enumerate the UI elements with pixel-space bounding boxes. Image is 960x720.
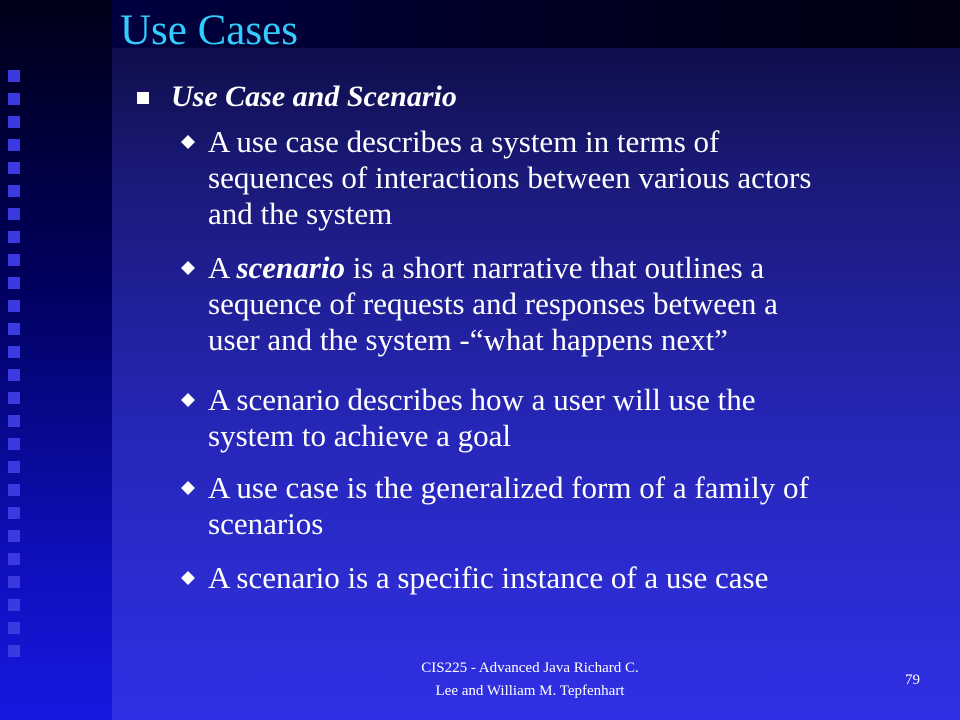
emphasis-scenario: scenario bbox=[236, 250, 345, 285]
text-line: user and the system -“what happens next” bbox=[208, 322, 728, 357]
left-decorative-band bbox=[0, 0, 112, 720]
decorative-square bbox=[8, 70, 20, 82]
sub-bullet-item bbox=[180, 250, 940, 358]
diamond-bullet-icon bbox=[180, 134, 196, 150]
text-run: A bbox=[208, 250, 237, 285]
decorative-square bbox=[8, 277, 20, 289]
decorative-square bbox=[8, 369, 20, 381]
decorative-square bbox=[8, 461, 20, 473]
main-bullet bbox=[137, 80, 457, 114]
text-line: system to achieve a goal bbox=[208, 418, 512, 453]
decorative-square bbox=[8, 93, 20, 105]
text-line: sequences of interactions between various actors bbox=[208, 160, 812, 195]
footer-line: CIS225 - Advanced Java Richard C. bbox=[421, 660, 639, 676]
sub-bullet-text bbox=[208, 382, 756, 454]
decorative-square bbox=[8, 576, 20, 588]
text-line: and the system bbox=[208, 196, 393, 231]
text-line: A use case describes a system in terms of bbox=[208, 124, 720, 159]
decorative-square bbox=[8, 323, 20, 335]
main-bullet-text: Use Case and Scenario bbox=[171, 80, 457, 113]
text-line: A scenario is a specific instance of a use case bbox=[208, 560, 769, 595]
decorative-square bbox=[8, 185, 20, 197]
decorative-square bbox=[8, 162, 20, 174]
sub-bullet-text bbox=[208, 124, 811, 232]
diamond-bullet-icon bbox=[180, 260, 196, 276]
text-line bbox=[208, 250, 778, 286]
sub-bullet-item bbox=[180, 124, 940, 232]
sub-bullet-item bbox=[180, 470, 940, 542]
decorative-square bbox=[8, 139, 20, 151]
footer-text bbox=[340, 657, 720, 703]
decorative-square bbox=[8, 392, 20, 404]
decorative-square bbox=[8, 622, 20, 634]
decorative-square bbox=[8, 254, 20, 266]
decorative-square bbox=[8, 438, 20, 450]
sub-bullet-item bbox=[180, 560, 940, 596]
sub-bullet-text bbox=[208, 250, 778, 358]
diamond-bullet-icon bbox=[180, 570, 196, 586]
page-number: 79 bbox=[905, 672, 920, 688]
decorative-square bbox=[8, 231, 20, 243]
text-run: is a short narrative that outlines a bbox=[344, 250, 765, 285]
decorative-square bbox=[8, 530, 20, 542]
decorative-square bbox=[8, 300, 20, 312]
decorative-square bbox=[8, 346, 20, 358]
text-line: A use case is the generalized form of a family of bbox=[208, 470, 809, 505]
footer-line: Lee and William M. Tepfenhart bbox=[435, 683, 625, 699]
text-line: scenarios bbox=[208, 506, 324, 541]
text-line: A scenario describes how a user will use the bbox=[208, 382, 756, 417]
decorative-square bbox=[8, 553, 20, 565]
diamond-bullet-icon bbox=[180, 480, 196, 496]
slide-title: Use Cases bbox=[120, 7, 298, 54]
sub-bullet-text bbox=[208, 470, 809, 542]
decorative-square bbox=[8, 116, 20, 128]
decorative-square bbox=[8, 415, 20, 427]
decorative-square bbox=[8, 507, 20, 519]
sub-bullet-text bbox=[208, 560, 768, 596]
square-bullet-icon bbox=[137, 92, 149, 104]
decorative-square bbox=[8, 599, 20, 611]
decorative-square bbox=[8, 484, 20, 496]
sub-bullet-item bbox=[180, 382, 940, 454]
diamond-bullet-icon bbox=[180, 392, 196, 408]
text-line: sequence of requests and responses between a bbox=[208, 286, 778, 321]
decorative-square bbox=[8, 645, 20, 657]
decorative-square bbox=[8, 208, 20, 220]
